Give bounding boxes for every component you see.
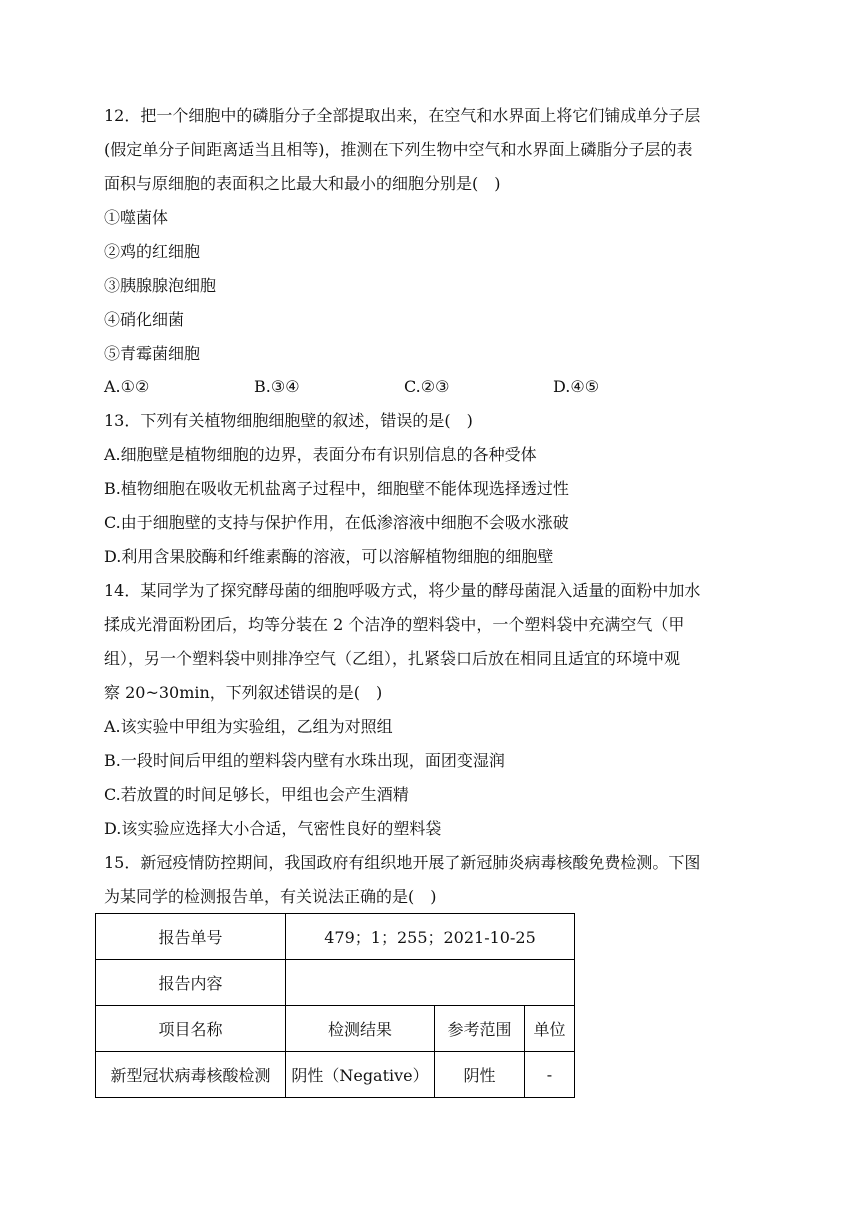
test-report-table bbox=[95, 913, 575, 1098]
report-content-label: 报告内容 bbox=[96, 960, 286, 1006]
q12-option-c: C.②③ bbox=[404, 377, 450, 396]
table-row bbox=[96, 960, 575, 1006]
q12-option-b: B.③④ bbox=[254, 377, 300, 396]
q12-item-5: ⑤青霉菌细胞 bbox=[104, 344, 201, 363]
q12-option-a: A.①② bbox=[104, 377, 150, 396]
q13-option-c: C.由于细胞壁的支持与保护作用，在低渗溶液中细胞不会吸水涨破 bbox=[104, 513, 569, 532]
q13-stem: 13．下列有关植物细胞细胞壁的叙述，错误的是( ) bbox=[104, 411, 473, 430]
q12-item-3: ③胰腺腺泡细胞 bbox=[104, 276, 217, 295]
q13-option-a: A.细胞壁是植物细胞的边界，表面分布有识别信息的各种受体 bbox=[104, 445, 537, 464]
q13-option-b: B.植物细胞在吸收无机盐离子过程中，细胞壁不能体现选择透过性 bbox=[104, 479, 569, 498]
q15-stem-line-2: 为某同学的检测报告单，有关说法正确的是( ) bbox=[104, 887, 437, 906]
table-row bbox=[96, 914, 575, 960]
q12-stem-line-2: (假定单分子间距离适当且相等)，推测在下列生物中空气和水界面上磷脂分子层的表 bbox=[104, 140, 693, 159]
q12-item-4: ④硝化细菌 bbox=[104, 310, 185, 329]
q12-stem-line-3: 面积与原细胞的表面积之比最大和最小的细胞分别是( ) bbox=[104, 174, 501, 193]
report-number-label: 报告单号 bbox=[96, 914, 286, 960]
q14-option-b: B.一段时间后甲组的塑料袋内壁有水珠出现，面团变湿润 bbox=[104, 751, 505, 770]
q14-option-d: D.该实验应选择大小合适，气密性良好的塑料袋 bbox=[104, 819, 442, 838]
header-test-result: 检测结果 bbox=[286, 1006, 435, 1052]
header-item-name: 项目名称 bbox=[96, 1006, 286, 1052]
q12-item-2: ②鸡的红细胞 bbox=[104, 242, 201, 261]
report-content-value bbox=[286, 960, 575, 1006]
q14-stem-line-4: 察 20~30min，下列叙述错误的是( ) bbox=[104, 683, 383, 702]
report-number-value: 479；1；255；2021-10-25 bbox=[286, 914, 575, 960]
cell-unit: - bbox=[525, 1052, 575, 1098]
cell-reference-range: 阴性 bbox=[435, 1052, 525, 1098]
q15-stem-line-1: 15．新冠疫情防控期间，我国政府有组织地开展了新冠肺炎病毒核酸免费检测。下图 bbox=[104, 853, 701, 872]
q14-stem-line-1: 14．某同学为了探究酵母菌的细胞呼吸方式，将少量的酵母菌混入适量的面粉中加水 bbox=[104, 581, 701, 600]
q14-stem-line-2: 揉成光滑面粉团后，均等分装在 2 个洁净的塑料袋中，一个塑料袋中充满空气（甲 bbox=[104, 615, 685, 634]
header-reference-range: 参考范围 bbox=[435, 1006, 525, 1052]
cell-test-result: 阴性（Negative） bbox=[286, 1052, 435, 1098]
q12-item-1: ①噬菌体 bbox=[104, 208, 169, 227]
table-row bbox=[96, 1052, 575, 1098]
header-unit: 单位 bbox=[525, 1006, 575, 1052]
q12-stem-line-1: 12．把一个细胞中的磷脂分子全部提取出来，在空气和水界面上将它们铺成单分子层 bbox=[104, 106, 701, 125]
q14-stem-line-3: 组），另一个塑料袋中则排净空气（乙组），扎紧袋口后放在相同且适宜的环境中观 bbox=[104, 649, 681, 668]
q12-option-d: D.④⑤ bbox=[553, 377, 600, 396]
table-header-row bbox=[96, 1006, 575, 1052]
cell-item-name: 新型冠状病毒核酸检测 bbox=[96, 1052, 286, 1098]
q14-option-a: A.该实验中甲组为实验组，乙组为对照组 bbox=[104, 717, 393, 736]
q14-option-c: C.若放置的时间足够长，甲组也会产生酒精 bbox=[104, 785, 409, 804]
q13-option-d: D.利用含果胶酶和纤维素酶的溶液，可以溶解植物细胞的细胞壁 bbox=[104, 547, 554, 566]
